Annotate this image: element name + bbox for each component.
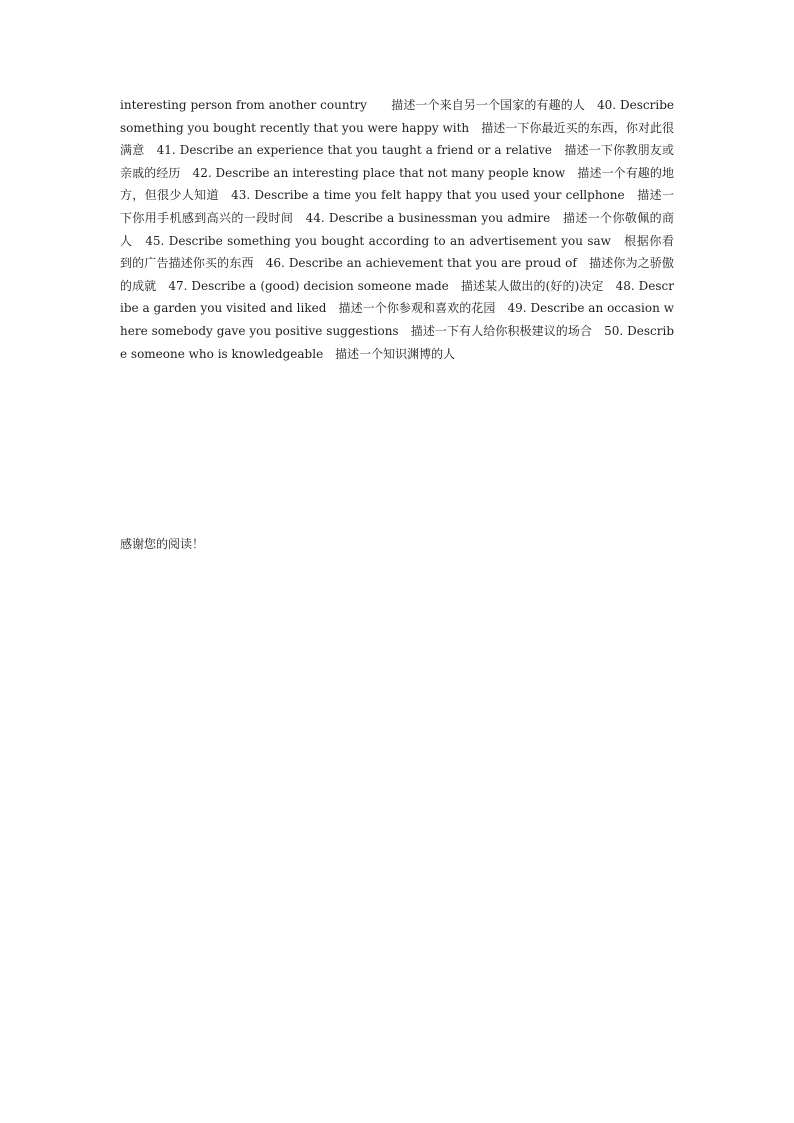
topic-list-paragraph: interesting person from another country 描述一个来自另一个国家的有趣的人 40. Describe something you bought recently that you were happy with 描述一下你最近买的东西，你对此很满意 41. Describe an experience that you taught a friend or a relative 描述一下你教朋友或亲戚的经历 42. Describe an interesting place that not many people know 描述一个有趣的地方，但很少人知道 43. Describe a time you felt happy that you used your cellphone 描述一下你用手机感到高兴的一段时间 44. Describe a businessman you admire 描述一个你敬佩的商人 45. Describe something you bought according to an advertisement you saw 根据你看到的广告描述你买的东西 46. Describe an achievement that you are proud of 描述你为之骄傲的成就 47. Describe a (good) decision someone made 描述某人做出的(好的)决定 48. Describe a garden you visited and liked 描述一个你参观和喜欢的花园 49. Describe an occasion where somebody gave you positive suggestions 描述一下有人给你积极建议的场合 50. Describe someone who is knowledgeable 描述一个知识渊博的人 [120,98,674,361]
closing-message: 感谢您的阅读！ [120,537,205,551]
